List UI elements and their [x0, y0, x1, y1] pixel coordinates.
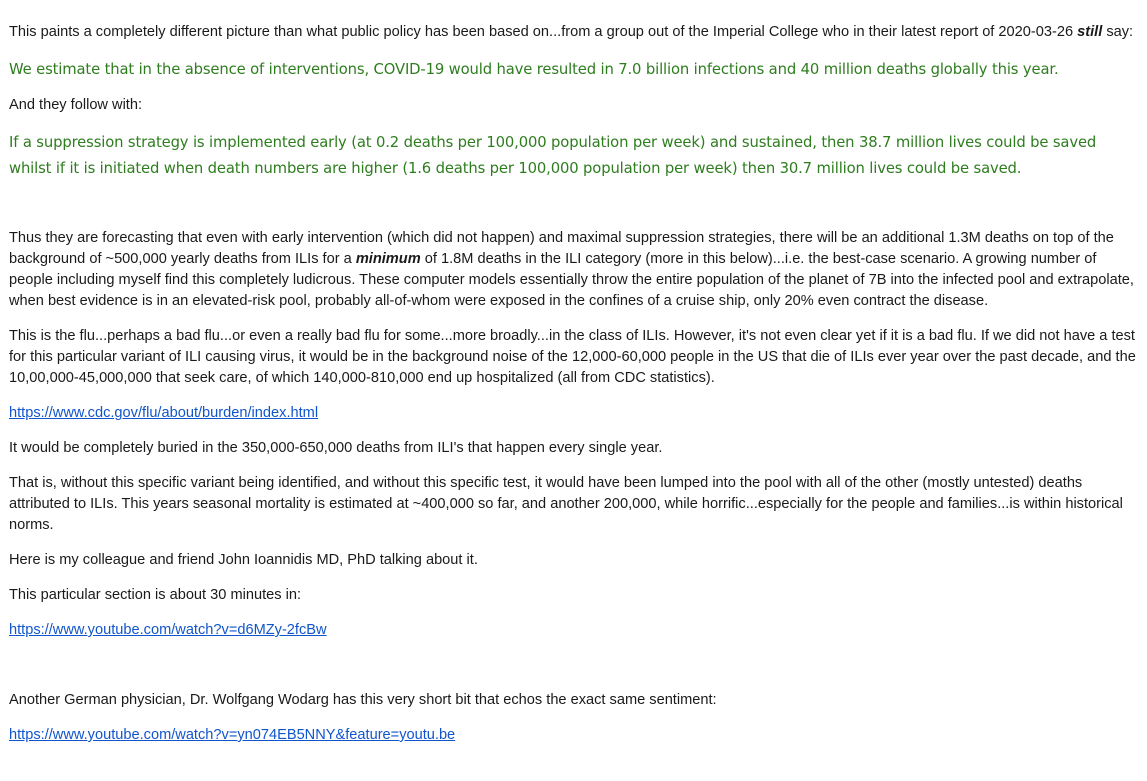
- paragraph-variant: That is, without this specific variant being identified, and without this specific test, it would have been lumped into the pool with all of the other (mostly untested) deaths attributed to ILIs. This years seasonal mortality is estimated at ~400,000 so far, and another 200,000, while horrific...especially for the people and families...is within historical norms.: [9, 475, 1123, 533]
- link-cdc-burden[interactable]: https://www.cdc.gov/flu/about/burden/index.html: [9, 405, 319, 421]
- forecast-text-end: of 1.8M deaths in the ILI category (more in this below)...i.e. the best-case scenario. A growing number of people including myself find this completely ludicrous. These computer models essentially throw the entire population of the planet of 7B into the infected pool and extrapolate, when best evidence is in an elevated-risk pool, probably all-of-whom were exposed in the confines of a cruise ship, only 20% even contract the disease.: [9, 251, 1134, 309]
- paragraph-link-youtube-1: [9, 620, 1139, 641]
- intro-text-end: say:: [1102, 24, 1134, 40]
- quote-estimate: We estimate that in the absence of interventions, COVID-19 would have resulted in 7.0 billion infections and 40 million deaths globally this year.: [9, 61, 1059, 78]
- emphasis-still: still: [1077, 24, 1103, 40]
- paragraph-link-cdc: [9, 403, 1139, 424]
- paragraph-intro: [9, 22, 1139, 43]
- emphasis-minimum: minimum: [355, 251, 421, 267]
- quote-suppression: If a suppression strategy is implemented early (at 0.2 deaths per 100,000 population per week) and sustained, then 38.7 million lives could be saved whilst if it is initiated when death numbers are higher (1.6 deaths per 100,000 population per week) then 30.7 million lives could be saved.: [9, 134, 1097, 177]
- paragraph-section: This particular section is about 30 minutes in:: [9, 587, 302, 603]
- forecast-text: Thus they are forecasting that even with early intervention (which did not happen) and maximal suppression strategies, there will be an additional 1.3M deaths on top of the background of ~500,000 yearly deaths from ILIs for a: [9, 230, 1114, 267]
- paragraph-flu: This is the flu...perhaps a bad flu...or even a really bad flu for some...more broadly...in the class of ILIs. However, it's not even clear yet if it is a bad flu. If we did not have a test for this particular variant of ILI causing virus, it would be in the background noise of the 12,000-60,000 people in the US that die of ILIs ever year over the past decade, and the 10,00,000-45,000,000 that seek care, of which 140,000-810,000 end up hospitalized (all from CDC statistics).: [9, 328, 1136, 386]
- document-body: [9, 22, 1139, 746]
- paragraph-wodarg: Another German physician, Dr. Wolfgang Wodarg has this very short bit that echos the exact same sentiment:: [9, 692, 717, 708]
- intro-text: This paints a completely different picture than what public policy has been based on...from a group out of the Imperial College who in their latest report of 2020-03-26: [9, 24, 1078, 40]
- paragraph-buried: It would be completely buried in the 350,000-650,000 deaths from ILI's that happen every single year.: [9, 440, 663, 456]
- paragraph-colleague: Here is my colleague and friend John Ioannidis MD, PhD talking about it.: [9, 552, 478, 568]
- paragraph-follow: And they follow with:: [9, 97, 143, 113]
- paragraph-forecast: [9, 228, 1139, 312]
- paragraph-link-youtube-2: [9, 725, 1139, 746]
- link-youtube-ioannidis[interactable]: https://www.youtube.com/watch?v=d6MZy-2fcBw: [9, 622, 327, 638]
- link-youtube-wodarg[interactable]: https://www.youtube.com/watch?v=yn074EB5NNY&feature=youtu.be: [9, 727, 456, 743]
